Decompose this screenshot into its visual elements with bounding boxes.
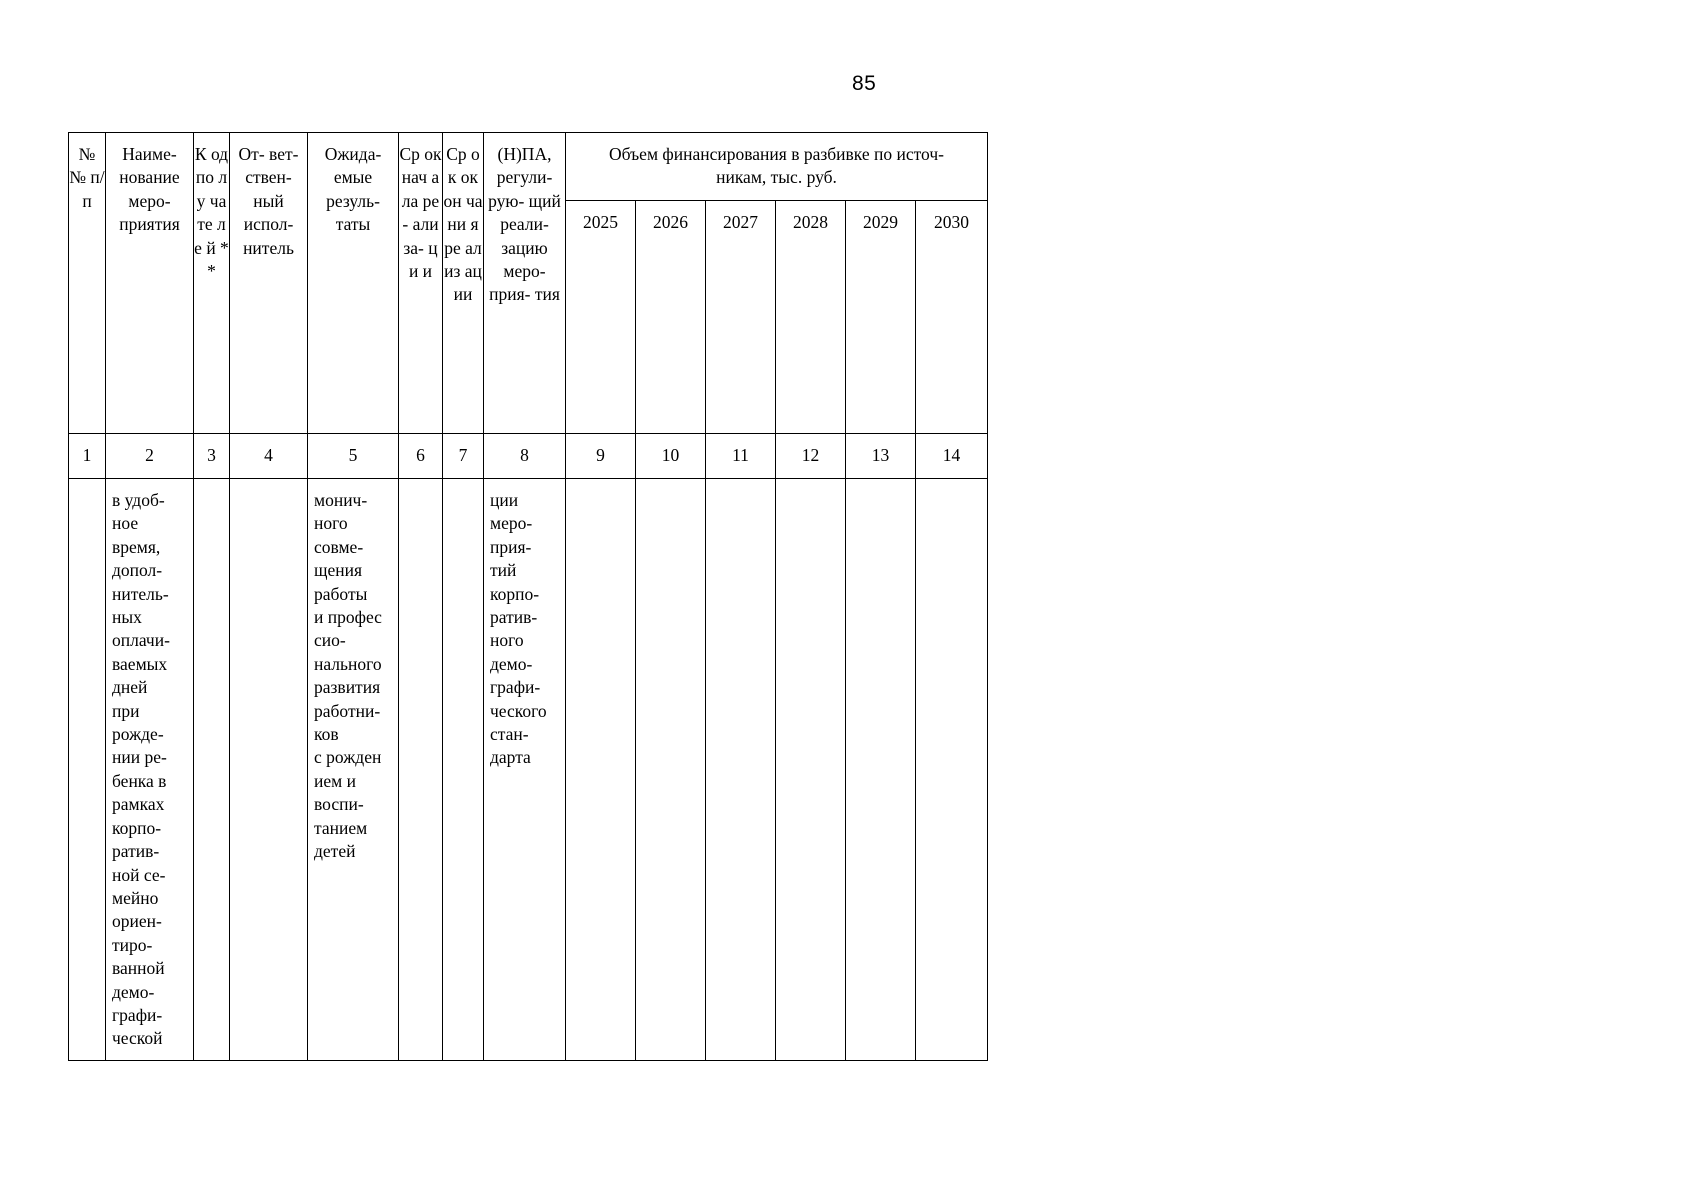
header-recipient-code: К од по лу ча те ле й **: [194, 144, 229, 282]
column-number-8: 8: [484, 434, 566, 479]
column-number-12: 12: [776, 434, 846, 479]
column-number-13: 13: [846, 434, 916, 479]
body-cell-12: [776, 479, 846, 1061]
activities-table: [68, 132, 988, 1061]
year-label: 2029: [863, 212, 898, 232]
body-cell-9: [566, 479, 636, 1061]
header-cell-activity-name: [106, 133, 194, 434]
column-number-11: 11: [706, 434, 776, 479]
column-number-6: 6: [399, 434, 443, 479]
header-year-2028: [776, 201, 846, 434]
body-cell-activity-name: [106, 479, 194, 1061]
body-cell-3: [194, 479, 230, 1061]
header-year-2030: [916, 201, 988, 434]
body-cell-14: [916, 479, 988, 1061]
year-label: 2030: [934, 212, 969, 232]
column-number-row: [69, 434, 988, 479]
year-label: 2027: [723, 212, 758, 232]
column-number-3: 3: [194, 434, 230, 479]
header-cell-responsible: [230, 133, 308, 434]
header-year-2029: [846, 201, 916, 434]
column-number-5: 5: [308, 434, 399, 479]
activity-name-text: в удоб- ное время, допол- нитель- ных оплачи- ваемых дней при рожде- нии ре- бенка в рамках корпо- ратив- ной се- мейно ориен- тиро- ванной демо- графи- ческой: [112, 490, 170, 1049]
header-activity-name: Наиме- нование меро- приятия: [119, 144, 180, 235]
header-responsible: От- вет- ствен- ный испол- нитель: [238, 144, 299, 258]
header-start-date: Ср ок нач ала ре- али за- ци и: [399, 144, 442, 282]
column-number-2: 2: [106, 434, 194, 479]
body-cell-10: [636, 479, 706, 1061]
body-cell-regulation: [484, 479, 566, 1061]
body-cell-7: [443, 479, 484, 1061]
body-cell-1: [69, 479, 106, 1061]
body-cell-6: [399, 479, 443, 1061]
body-cell-13: [846, 479, 916, 1061]
year-label: 2026: [653, 212, 688, 232]
body-cell-11: [706, 479, 776, 1061]
header-year-2025: [566, 201, 636, 434]
body-cell-4: [230, 479, 308, 1061]
year-label: 2025: [583, 212, 618, 232]
header-cell-number: [69, 133, 106, 434]
header-expected-results: Ожида- емые резуль- таты: [324, 144, 382, 235]
header-row-top: [69, 133, 988, 201]
header-cell-financing: [566, 133, 988, 201]
body-cell-expected-results: [308, 479, 399, 1061]
year-label: 2028: [793, 212, 828, 232]
header-financing: Объем финансирования в разбивке по источ- никам, тыс. руб.: [609, 144, 944, 188]
header-cell-expected-results: [308, 133, 399, 434]
header-regulation: (Н)ПА, регули- рую- щий реали- зацию меро- прия- тия: [488, 144, 561, 305]
header-year-2026: [636, 201, 706, 434]
page-number: 85: [852, 72, 877, 95]
table-row: [69, 479, 988, 1061]
header-cell-start-date: [399, 133, 443, 434]
column-number-1: 1: [69, 434, 106, 479]
column-number-9: 9: [566, 434, 636, 479]
column-number-7: 7: [443, 434, 484, 479]
column-number-14: 14: [916, 434, 988, 479]
regulation-text: ции меро- прия- тий корпо- ратив- ного демо- графи- ческого стан- дарта: [490, 490, 547, 768]
header-cell-end-date: [443, 133, 484, 434]
expected-results-text: монич- ного совме- щения работы и профес сио- нального развития работни- ков с рожден ием и воспи- танием детей: [314, 490, 382, 862]
column-number-4: 4: [230, 434, 308, 479]
header-end-date: Ср ок ок он ча ни я ре ал из ац ии: [443, 144, 483, 305]
column-number-10: 10: [636, 434, 706, 479]
header-cell-regulation: [484, 133, 566, 434]
header-year-2027: [706, 201, 776, 434]
header-number: № № п/ п: [69, 144, 105, 211]
header-cell-recipient-code: [194, 133, 230, 434]
